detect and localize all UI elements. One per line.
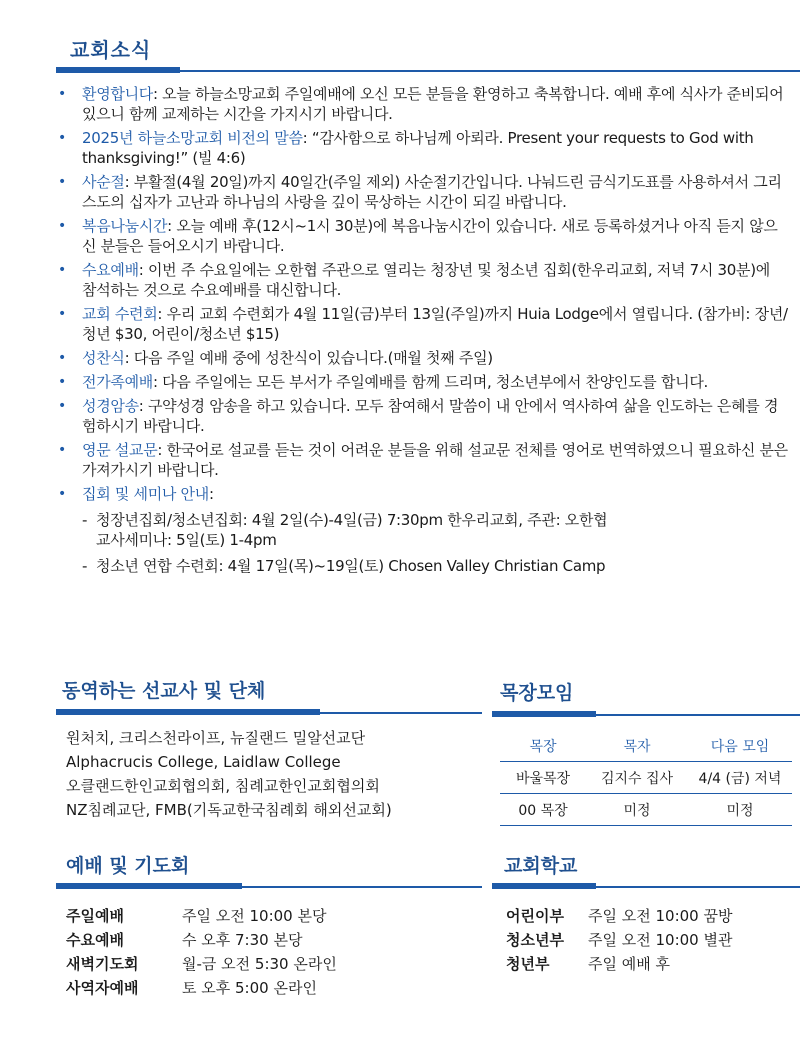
school-name: 청년부 (506, 955, 550, 973)
mokjang-cell: 미정 (726, 802, 754, 819)
news-item-text: : “감사함으로 하나님께 아뢰라. Present your requests to God with thanksgiving!” (빌 4:6) (82, 129, 754, 167)
school-schedule (506, 904, 732, 976)
worship-name: 새벽기도회 (66, 955, 139, 973)
news-item-label: 복음나눔시간 (82, 217, 168, 235)
school-row (506, 952, 732, 976)
news-item-label: 집회 및 세미나 안내 (82, 485, 209, 503)
news-item (56, 128, 788, 168)
news-item-text: : 오늘 하늘소망교회 주일예배에 오신 모든 분들을 환영하고 축복합니다. 예배 후에 식사가 준비되어 있으니 함께 교제하는 시간을 가지시기 바랍니다. (82, 85, 784, 123)
news-item (56, 304, 788, 344)
worship-title-bar (56, 883, 242, 889)
news-item-label: 전가족예배 (82, 373, 153, 391)
worship-title: 예배 및 기도회 (66, 855, 190, 877)
mokjang-header-cell: 목자 (623, 738, 651, 755)
school-row (506, 904, 732, 928)
worship-time: 토 오후 5:00 온라인 (182, 979, 317, 997)
news-item (56, 260, 788, 300)
mokjang-header-cell: 다음 모임 (710, 738, 770, 755)
mokjang-cell: 바울목장 (515, 770, 571, 787)
school-time: 주일 오전 10:00 꿈방 (588, 907, 733, 925)
news-item-text: : 다음 주일에는 모든 부서가 주일예배를 함께 드리며, 청소년부에서 찬양인도를 합니다. (152, 373, 708, 391)
school-name: 어린이부 (506, 907, 564, 925)
news-item-label: 성찬식 (82, 349, 125, 367)
news-item-label: 환영합니다 (82, 85, 153, 103)
event-sublist (82, 510, 788, 576)
news-item-label: 성경암송 (82, 397, 139, 415)
news-item-text: : 구약성경 암송을 하고 있습니다. 모두 참여해서 말씀이 내 안에서 역사하여 삶을 인도하는 은혜를 경험하시기 바랍니다. (82, 397, 779, 435)
news-item-text: : 부활절(4월 20일)까지 40일간(주일 제외) 사순절기간입니다. 나눠드린 금식기도표를 사용하셔서 그리스도의 십자가 고난과 하나님의 사랑을 깊이 묵상하는 시간이 되길 바랍니다. (82, 173, 782, 211)
news-item-text: : 이번 주 수요일에는 오한협 주관으로 열리는 청장년 및 청소년 집회(한우리교회, 저녁 7시 30분)에 참석하는 것으로 수요예배를 대신합니다. (82, 261, 770, 299)
mokjang-cell: 4/4 (금) 저녁 (698, 770, 782, 787)
worship-row (66, 952, 337, 976)
news-item (56, 372, 788, 392)
news-item-text: : 다음 주일 예배 중에 성찬식이 있습니다.(매월 첫째 주일) (124, 349, 493, 367)
news-item-label: 수요예배 (82, 261, 139, 279)
news-item (56, 396, 788, 436)
news-item (56, 348, 788, 368)
mokjang-table (500, 730, 792, 826)
mokjang-header-row (500, 730, 792, 762)
missions-title: 동역하는 선교사 및 단체 (62, 680, 266, 702)
news-title: 교회소식 (70, 38, 152, 62)
school-time: 주일 예배 후 (588, 955, 670, 973)
event-subitem (82, 556, 788, 576)
news-item-label: 사순절 (82, 173, 125, 191)
event-subitem-line: - 청장년집회/청소년집회: 4월 2일(수)-4일(금) 7:30pm 한우리교회, 주관: 오한협 (96, 511, 608, 529)
worship-schedule (66, 904, 337, 1000)
school-time: 주일 오전 10:00 별관 (588, 931, 733, 949)
missions-line: 오클랜드한인교회협의회, 침례교한인교회협의회 (66, 777, 380, 795)
mokjang-cell: 미정 (623, 802, 651, 819)
school-title: 교회학교 (504, 855, 578, 877)
mokjang-cell: 00 목장 (518, 802, 568, 819)
worship-row (66, 928, 337, 952)
mokjang-row (500, 762, 792, 794)
worship-name: 수요예배 (66, 931, 124, 949)
worship-row (66, 976, 337, 1000)
news-item-label: 2025년 하늘소망교회 비전의 말씀 (82, 129, 303, 147)
event-subitem (82, 510, 788, 550)
worship-row (66, 904, 337, 928)
missions-line: Alphacrucis College, Laidlaw College (66, 753, 341, 771)
school-row (506, 928, 732, 952)
news-title-bar (56, 67, 180, 73)
mokjang-row (500, 794, 792, 826)
news-item (56, 172, 788, 212)
news-item (56, 440, 788, 480)
worship-name: 주일예배 (66, 907, 124, 925)
event-subitem-line: 교사세미나: 5일(토) 1-4pm (96, 531, 277, 549)
missions-list (66, 726, 392, 822)
news-item-text: : 오늘 예배 후(12시~1시 30분)에 복음나눔시간이 있습니다. 새로 등록하셨거나 아직 듣지 않으신 분들은 들어오시기 바랍니다. (82, 217, 778, 255)
worship-time: 월-금 오전 5:30 온라인 (182, 955, 337, 973)
news-item-label: 교회 수련회 (82, 305, 158, 323)
mokjang-header-cell: 목장 (529, 738, 557, 755)
school-name: 청소년부 (506, 931, 564, 949)
news-item-text: : 우리 교회 수련회가 4월 11일(금)부터 13일(주일)까지 Huia Lodge에서 열립니다. (참가비: 장년/청년 $30, 어린이/청소년 $15) (82, 305, 788, 343)
event-subitem-line: - 청소년 연합 수련회: 4월 17일(목)~19일(토) Chosen Valley Christian Camp (96, 557, 606, 575)
worship-time: 수 오후 7:30 본당 (182, 931, 303, 949)
worship-time: 주일 오전 10:00 본당 (182, 907, 327, 925)
missions-line: NZ침례교단, FMB(기독교한국침례회 해외선교회) (66, 801, 392, 819)
news-item-text: : 한국어로 설교를 듣는 것이 어려운 분들을 위해 설교문 전체를 영어로 번역하였으니 필요하신 분은 가져가시기 바랍니다. (82, 441, 788, 479)
news-item-label: 영문 설교문 (82, 441, 158, 459)
news-item (56, 216, 788, 256)
news-item-text: : (208, 485, 214, 503)
mokjang-title: 목장모임 (500, 682, 574, 704)
news-item (56, 84, 788, 124)
school-title-bar (492, 883, 596, 889)
missions-title-bar (56, 709, 320, 715)
news-list (56, 84, 788, 582)
missions-line: 원처치, 크리스천라이프, 뉴질랜드 밀알선교단 (66, 729, 366, 747)
mokjang-cell: 김지수 집사 (600, 770, 674, 787)
news-item (56, 484, 788, 576)
mokjang-title-bar (492, 711, 596, 717)
worship-name: 사역자예배 (66, 979, 139, 997)
